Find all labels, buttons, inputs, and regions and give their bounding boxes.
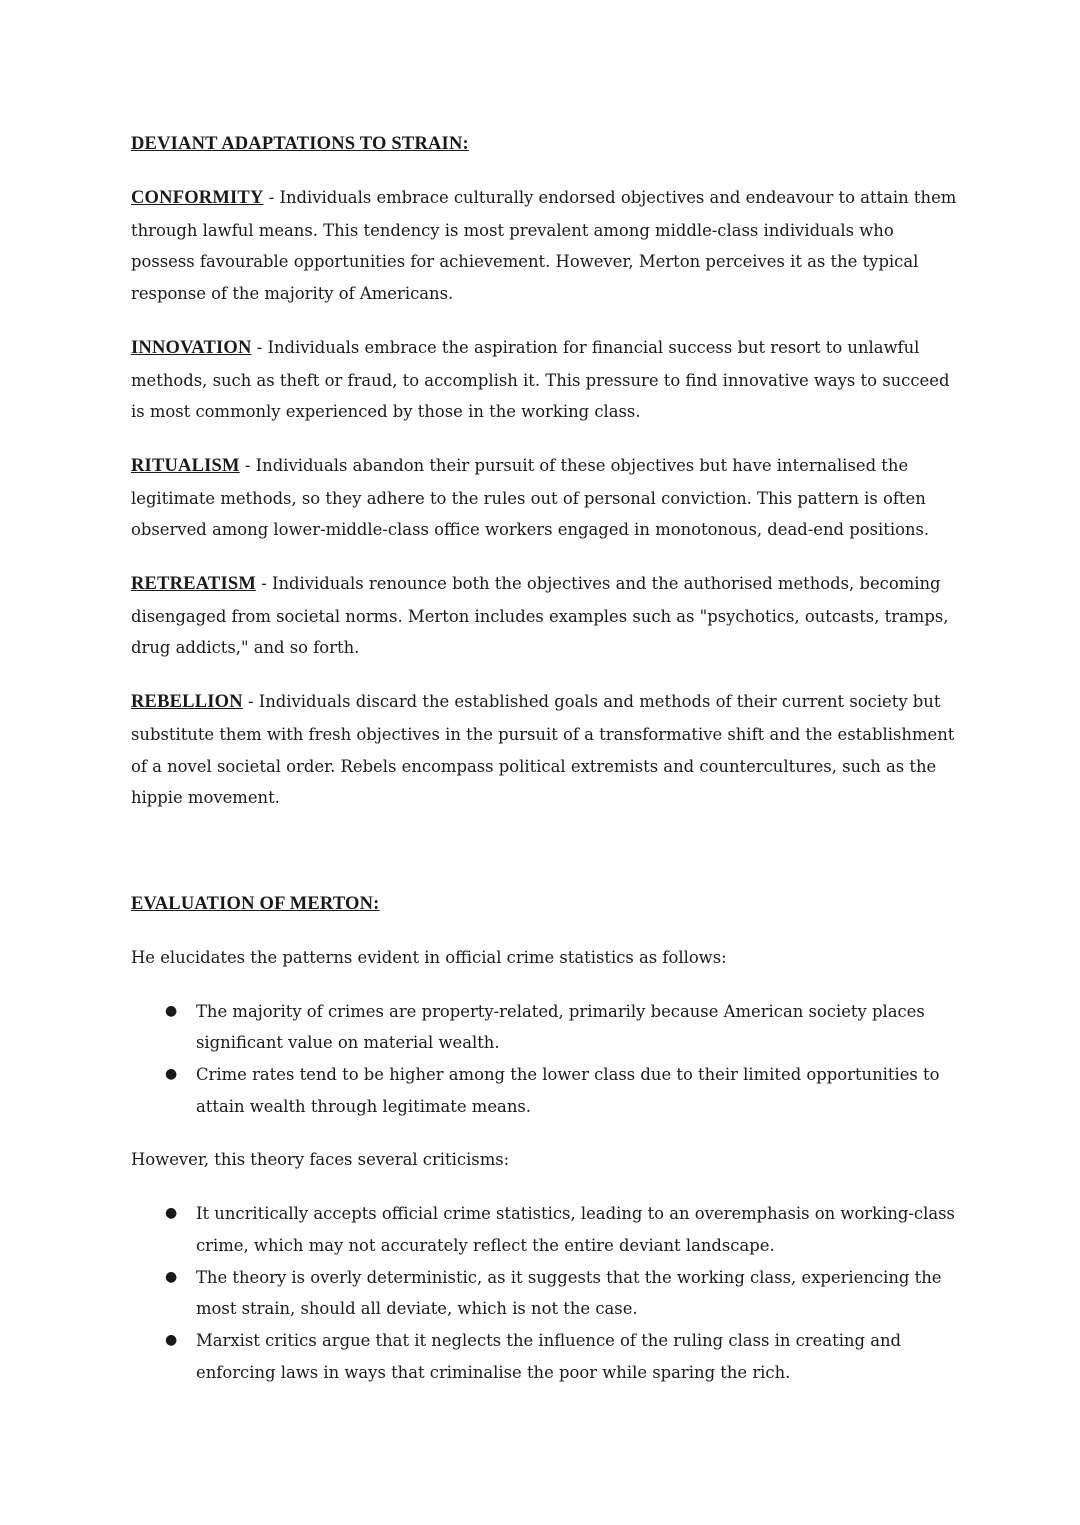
patterns-list xyxy=(131,996,961,1123)
text-innovation: - Individuals embrace the aspiration for financial success but resort to unlawful methods, such as theft or fraud, to accomplish it. This pressure to find innovative ways to succeed is most commonly experienced by those in the working class. xyxy=(131,337,950,422)
list-item xyxy=(165,1059,961,1122)
term-innovation: INNOVATION xyxy=(131,337,252,358)
evaluation-intro: He elucidates the patterns evident in official crime statistics as follows: xyxy=(131,947,727,967)
paragraph-ritualism xyxy=(131,450,961,546)
bullet-icon: ● xyxy=(165,1066,178,1083)
list-item xyxy=(165,1325,961,1388)
term-ritualism: RITUALISM xyxy=(131,455,240,476)
text-conformity: - Individuals embrace culturally endorsed objectives and endeavour to attain them through lawful means. This tendency is most prevalent among middle-class individuals who possess favourable opportunities for achievement. However, Merton perceives it as the typical response of the majority of Americans. xyxy=(131,188,957,304)
text-retreatism: - Individuals renounce both the objectives and the authorised methods, becoming disengaged from societal norms. Merton includes examples such as "psychotics, outcasts, tramps, drug addicts," and so forth. xyxy=(131,574,949,658)
term-rebellion: REBELLION xyxy=(131,692,243,713)
bullet-icon: ● xyxy=(165,1331,178,1348)
criticism-text: It uncritically accepts official crime statistics, leading to an overemphasis on working-class crime, which may not accurately reflect the entire deviant landscape. xyxy=(196,1204,955,1255)
paragraph-innovation xyxy=(131,332,961,428)
text-rebellion: - Individuals discard the established goals and methods of their current society but substitute them with fresh objectives in the pursuit of a transformative shift and the establishment of a novel societal order. Rebels encompass political extremists and countercultures, such as the hippie movement. xyxy=(131,692,955,808)
term-conformity: CONFORMITY xyxy=(131,188,264,208)
pattern-text: Crime rates tend to be higher among the lower class due to their limited opportunities to attain wealth through legitimate means. xyxy=(196,1065,940,1116)
bullet-icon: ● xyxy=(165,1002,178,1019)
paragraph-retreatism xyxy=(131,568,961,664)
paragraph-rebellion xyxy=(131,686,961,814)
criticisms-intro: However, this theory faces several criticisms: xyxy=(131,1150,510,1170)
term-retreatism: RETREATISM xyxy=(131,574,257,595)
pattern-text: The majority of crimes are property-related, primarily because American society places significant value on material wealth. xyxy=(196,1001,925,1053)
bullet-icon: ● xyxy=(165,1205,178,1222)
document-page xyxy=(131,128,961,1388)
text-ritualism: - Individuals abandon their pursuit of these objectives but have internalised the legitimate methods, so they adhere to the rules out of personal conviction. This pattern is often observed among lower-middle-class office workers engaged in monotonous, dead-end positions. xyxy=(131,455,930,540)
list-item xyxy=(165,996,961,1059)
heading-deviant-adaptations: DEVIANT ADAPTATIONS TO STRAIN: xyxy=(131,134,469,154)
criticisms-list xyxy=(131,1198,961,1388)
heading-evaluation: EVALUATION OF MERTON: xyxy=(131,893,380,914)
paragraph-conformity xyxy=(131,182,961,310)
criticism-text: Marxist critics argue that it neglects the influence of the ruling class in creating and enforcing laws in ways that criminalise the poor while sparing the rich. xyxy=(196,1330,902,1382)
bullet-icon: ● xyxy=(165,1268,178,1285)
list-item xyxy=(165,1198,961,1261)
criticism-text: The theory is overly deterministic, as it suggests that the working class, experiencing the most strain, should all deviate, which is not the case. xyxy=(196,1267,942,1319)
list-item xyxy=(165,1262,961,1325)
